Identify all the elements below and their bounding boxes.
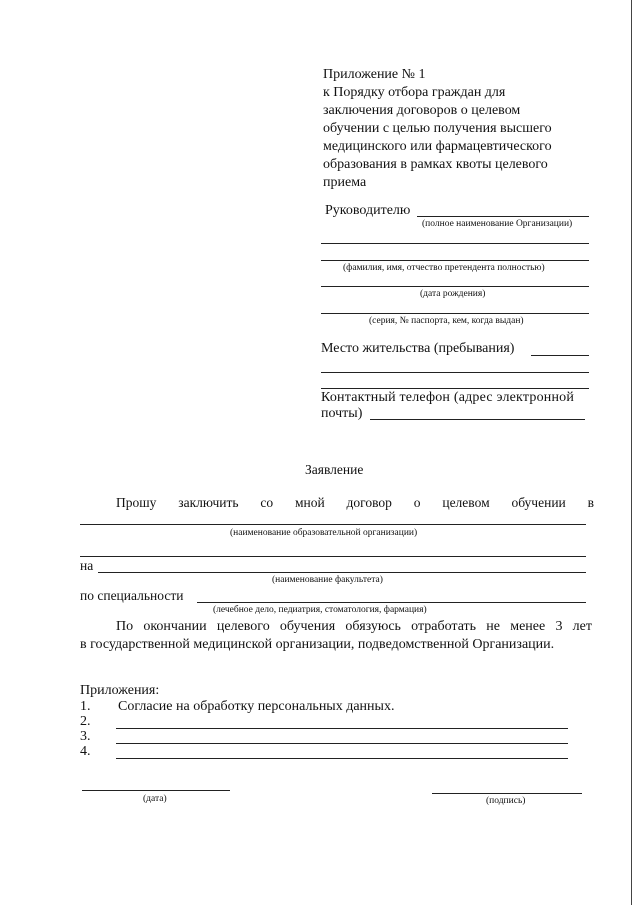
header-line: к Порядку отбора граждан для (323, 85, 506, 100)
page-edge-line (631, 0, 632, 905)
request-word: о (413, 495, 421, 510)
request-word: Прошу (116, 495, 157, 510)
specialty-line[interactable] (197, 602, 586, 603)
attachment-line[interactable] (116, 758, 568, 759)
signature-caption: (подпись) (486, 796, 526, 806)
institution-caption: (наименование образовательной организации) (230, 528, 418, 538)
head-label: Руководителю (325, 203, 411, 218)
passport-caption: (серия, № паспорта, кем, когда выдан) (369, 316, 524, 326)
residence-line[interactable] (531, 355, 589, 356)
attachment-line[interactable] (116, 743, 568, 744)
request-word: заключить (178, 495, 239, 510)
request-word: в (587, 495, 594, 510)
attachments-title: Приложения: (80, 683, 160, 698)
org-name-line[interactable] (417, 216, 589, 217)
attachment-num: 1. (80, 699, 91, 714)
date-caption: (дата) (143, 794, 167, 804)
contact-line[interactable] (370, 419, 585, 420)
request-word: мной (294, 495, 325, 510)
contact-label-line2: почты) (321, 406, 363, 421)
fio-line[interactable] (321, 260, 589, 261)
passport-line[interactable] (321, 313, 589, 314)
date-line[interactable] (82, 790, 230, 791)
birth-caption: (дата рождения) (420, 289, 486, 299)
obligation-line2: в государственной медицинской организации, подведомственной Организации. (80, 637, 555, 652)
request-word: обучении (511, 495, 566, 510)
residence-label: Место жительства (пребывания) (321, 341, 515, 356)
header-line: обучении с целью получения высшего (323, 121, 552, 136)
request-word: целевом (442, 495, 490, 510)
document-header (323, 66, 593, 192)
institution-line-2[interactable] (80, 556, 586, 557)
attachment-text: Согласие на обработку персональных данных. (118, 699, 395, 714)
birth-date-line[interactable] (321, 286, 589, 287)
header-line: заключения договоров о целевом (323, 103, 521, 118)
request-line (116, 494, 594, 512)
header-line: Приложение № 1 (323, 67, 426, 82)
specialty-caption: (лечебное дело, педиатрия, стоматология, фармация) (213, 605, 427, 615)
header-line: медицинского или фармацевтического (323, 139, 552, 154)
attachment-line[interactable] (116, 728, 568, 729)
contact-label-line1: Контактный телефон (адрес электронной (321, 390, 575, 405)
attachment-num: 4. (80, 744, 91, 759)
faculty-caption: (наименование факультета) (272, 575, 383, 585)
header-line: приема (323, 175, 367, 190)
attachment-num: 3. (80, 729, 91, 744)
attachment-num: 2. (80, 714, 91, 729)
signature-line[interactable] (432, 793, 582, 794)
institution-line[interactable] (80, 524, 586, 525)
org-name-line-2[interactable] (321, 243, 589, 244)
request-word: со (260, 495, 274, 510)
statement-title: Заявление (305, 462, 364, 477)
faculty-prefix: на (80, 558, 94, 573)
org-caption: (полное наименование Организации) (422, 219, 573, 229)
fio-caption: (фамилия, имя, отчество претендента полностью) (343, 263, 545, 273)
obligation-line1: По окончании целевого обучения обязуюсь отработать не менее 3 лет (116, 619, 592, 634)
specialty-label: по специальности (80, 588, 184, 603)
faculty-line[interactable] (98, 572, 586, 573)
request-word: договор (346, 495, 392, 510)
residence-line-2[interactable] (321, 372, 589, 373)
header-line: образования в рамках квоты целевого (323, 157, 548, 172)
